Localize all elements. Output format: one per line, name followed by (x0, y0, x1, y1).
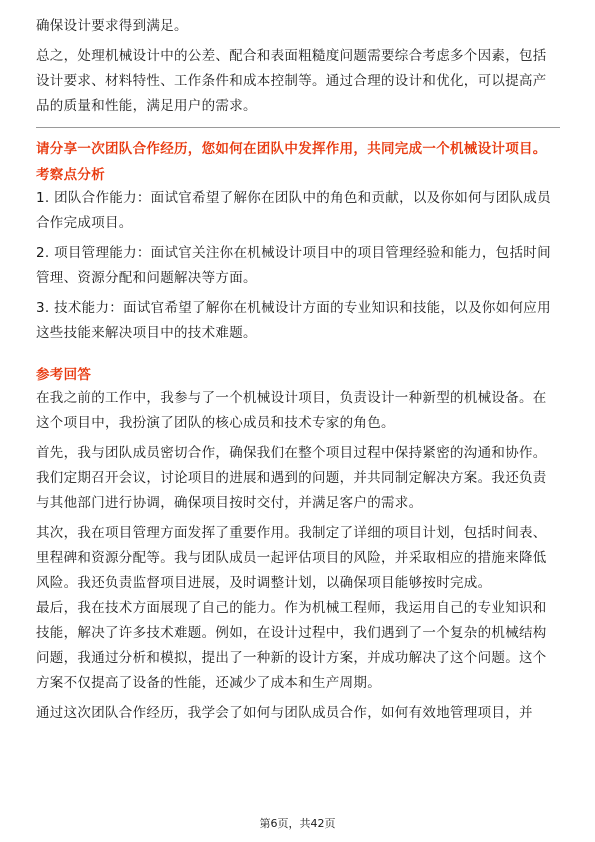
answer-paragraph: 最后，我在技术方面展现了自己的能力。作为机械工程师，我运用自己的专业知识和技能，解决了许多技术难题。例如，在设计过程中，我们遇到了一个复杂的机械结构问题，我通过分析和模拟，提出了一种新的设计方案，并成功解决了这个问题。这个方案不仅提高了设备的性能，还减少了成本和生产周期。 (36, 600, 547, 691)
answer-paragraph: 通过这次团队合作经历，我学会了如何与团队成员合作，如何有效地管理项目，并 (36, 705, 533, 721)
answer-heading: 参考回答 (36, 367, 92, 383)
answer-paragraph: 首先，我与团队成员密切合作，确保我们在整个项目过程中保持紧密的沟通和协作。我们定期召开会议，讨论项目的进展和遇到的问题，并共同制定解决方案。我还负责与其他部门进行协调，确保项目按时交付，并满足客户的需求。 (36, 445, 547, 511)
analysis-list (36, 186, 560, 346)
analysis-item: 3. 技术能力：面试官希望了解你在机械设计方面的专业知识和技能，以及你如何应用这些技能来解决项目中的技术难题。 (36, 300, 551, 341)
analysis-heading: 考察点分析 (36, 167, 105, 183)
document-page (36, 14, 560, 726)
analysis-item: 2. 项目管理能力：面试官关注你在机械设计项目中的项目管理经验和能力，包括时间管理、资源分配和问题解决等方面。 (36, 245, 551, 286)
answer-paragraph: 其次，我在项目管理方面发挥了重要作用。我制定了详细的项目计划，包括时间表、里程碑和资源分配等。我与团队成员一起评估项目的风险，并采取相应的措施来降低风险。我还负责监督项目进展，及时调整计划，以确保项目能够按时完成。 (36, 525, 547, 591)
answer-body (36, 386, 560, 726)
question-title: 请分享一次团队合作经历，您如何在团队中发挥作用，共同完成一个机械设计项目。 (36, 141, 547, 157)
intro-summary: 总之，处理机械设计中的公差、配合和表面粗糙度问题需要综合考虑多个因素，包括设计要求、材料特性、工作条件和成本控制等。通过合理的设计和优化，可以提高产品的质量和性能，满足用户的需求。 (36, 48, 547, 114)
section-divider (36, 127, 560, 128)
intro-continuation: 确保设计要求得到满足。 (36, 18, 188, 34)
answer-paragraph: 在我之前的工作中，我参与了一个机械设计项目，负责设计一种新型的机械设备。在这个项目中，我扮演了团队的核心成员和技术专家的角色。 (36, 390, 547, 431)
page-number: 第6页，共42页 (259, 817, 336, 830)
analysis-item: 1. 团队合作能力：面试官希望了解你在团队中的角色和贡献，以及你如何与团队成员合作完成项目。 (36, 190, 551, 231)
